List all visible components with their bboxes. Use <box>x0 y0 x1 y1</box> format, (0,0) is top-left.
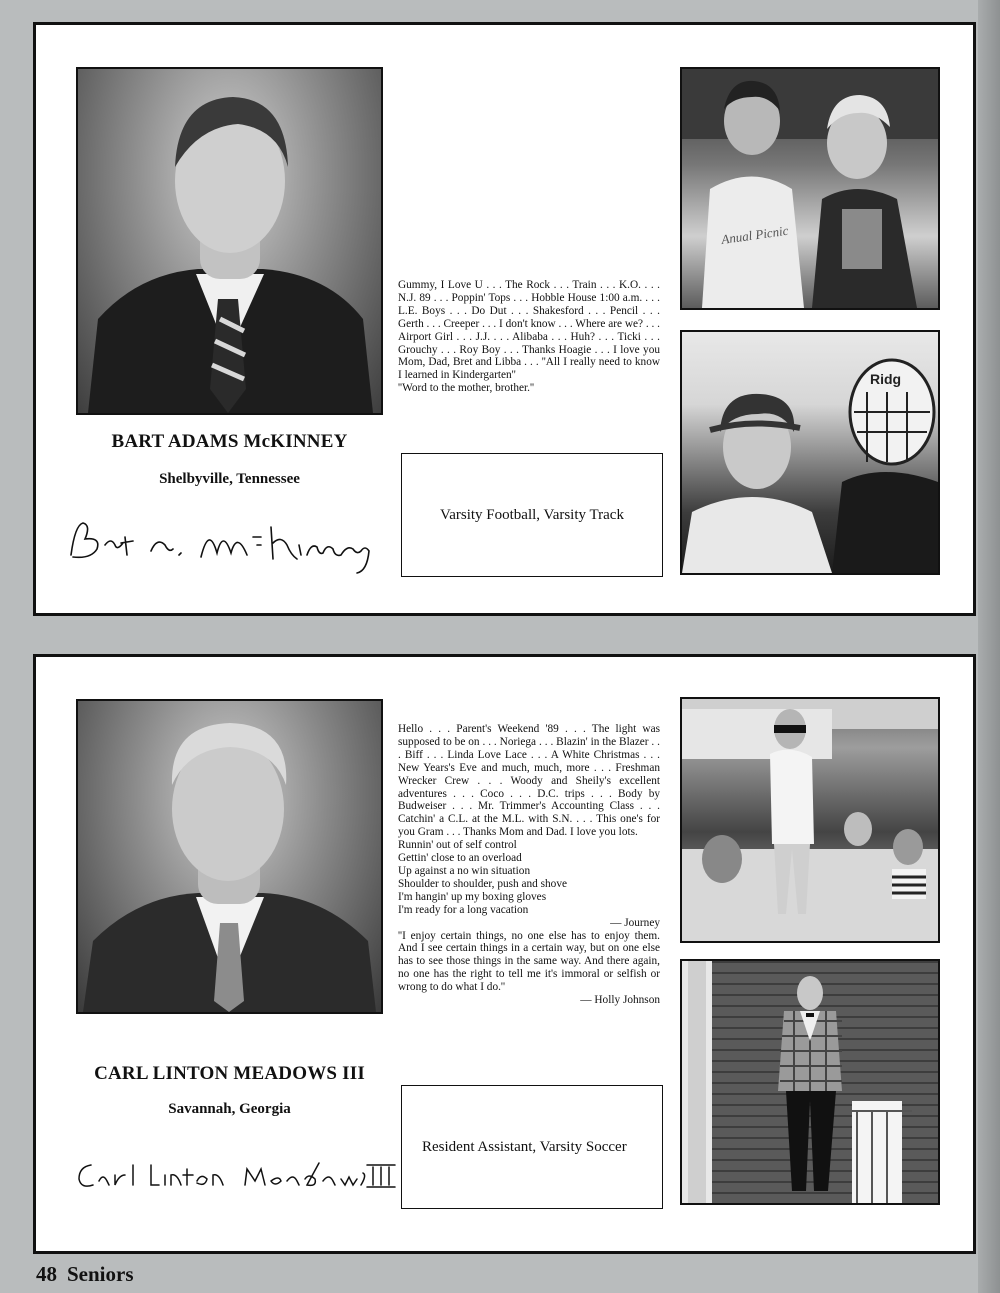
candid-photo-plaid-jacket <box>680 959 940 1205</box>
senior-portrait-meadows <box>76 699 383 1014</box>
candid-photo-football-friends <box>680 67 940 310</box>
quote-line: Gettin' close to an overload <box>398 852 522 865</box>
senior-signature <box>61 1145 401 1205</box>
quote-line: Up against a no win situation <box>398 864 531 877</box>
quote-line: I'm ready for a long vacation <box>398 903 529 916</box>
senior-signature <box>61 515 401 575</box>
shirt-text: Anual Picnic <box>720 222 790 247</box>
signature-mark <box>79 1163 395 1187</box>
book-spine <box>978 0 1000 1293</box>
signature-mark <box>71 523 369 573</box>
helmet-text: Ridg <box>870 371 902 387</box>
activities-box <box>401 453 663 577</box>
senior-quote <box>398 723 660 1007</box>
portrait-figure <box>78 69 381 413</box>
senior-name: CARL LINTON MEADOWS III <box>94 1063 365 1084</box>
activities-text: Varsity Football, Varsity Track <box>440 507 624 523</box>
page-footer <box>36 1262 144 1287</box>
quote-line: Shoulder to shoulder, push and shove <box>398 877 567 890</box>
candid-photo-boat <box>680 697 940 943</box>
senior-quote <box>398 279 660 395</box>
senior-panel-meadows <box>33 654 976 1254</box>
senior-portrait-mckinney <box>76 67 383 415</box>
quote-attribution: — Journey <box>610 916 660 929</box>
portrait-figure <box>78 701 381 1012</box>
quote-line: Runnin' out of self control <box>398 839 517 852</box>
quote-line: ''Word to the mother, brother.'' <box>398 382 535 395</box>
section-title: Seniors <box>67 1262 134 1286</box>
quote-paragraph: Gummy, I Love U . . . The Rock . . . Train . . . K.O. . . . N.J. 89 . . . Poppin' Tops . . . Hobble House 1:00 a.m. . . . L.E. Boys . . . Do Dut . . . Shakesford . . . Pencil . . . Gerth . . . Creeper . . . I don't know . . . Where are we? . . . Airport Girl . . . J.J. . . . Alibaba . . . Huh? . . . Ticki . . . Grouchy . . . Roy Boy . . . Thanks Hoagie . . . I love you Mom, Dad, Bret and Libba . . . ''All I really need to know I learned in Kindergarten'' <box>398 279 660 382</box>
senior-panel-mckinney <box>33 22 976 616</box>
activities-box <box>401 1085 663 1209</box>
senior-name: BART ADAMS McKINNEY <box>111 431 348 452</box>
quote-attribution: — Holly Johnson <box>580 994 660 1007</box>
candid-photo-helmet <box>680 330 940 575</box>
senior-hometown: Shelbyville, Tennessee <box>159 471 300 487</box>
senior-hometown: Savannah, Georgia <box>168 1101 291 1117</box>
quote-line: I'm hangin' up my boxing gloves <box>398 890 547 903</box>
quote-paragraph: ''I enjoy certain things, no one else has to enjoy them. And I see certain things in a certain way, but on one else has to see those things in the same way. And there again, no one has the right to tell me it's immoral or selfish or wrong to do what I do.'' <box>398 929 660 994</box>
page-number: 48 <box>36 1262 57 1286</box>
quote-paragraph: Hello . . . Parent's Weekend '89 . . . The light was supposed to be on . . . Noriega . . . Blazin' in the Blazer . . . Biff . . . Linda Love Lace . . . A White Christmas . . . New Years's Eve and much, much, more . . . Freshman Wrecker Crew . . . Woody and Sheily's excellent adventures . . . Coco . . . D.C. trips . . . Body by Budweiser . . . Mr. Trimmer's Accounting Class . . . Catchin' a C.L. at the M.L. with S.N. . . . This one's for you Gram . . . Thanks Mom and Dad. I love you lots. <box>398 723 660 839</box>
activities-text: Resident Assistant, Varsity Soccer <box>422 1139 627 1155</box>
